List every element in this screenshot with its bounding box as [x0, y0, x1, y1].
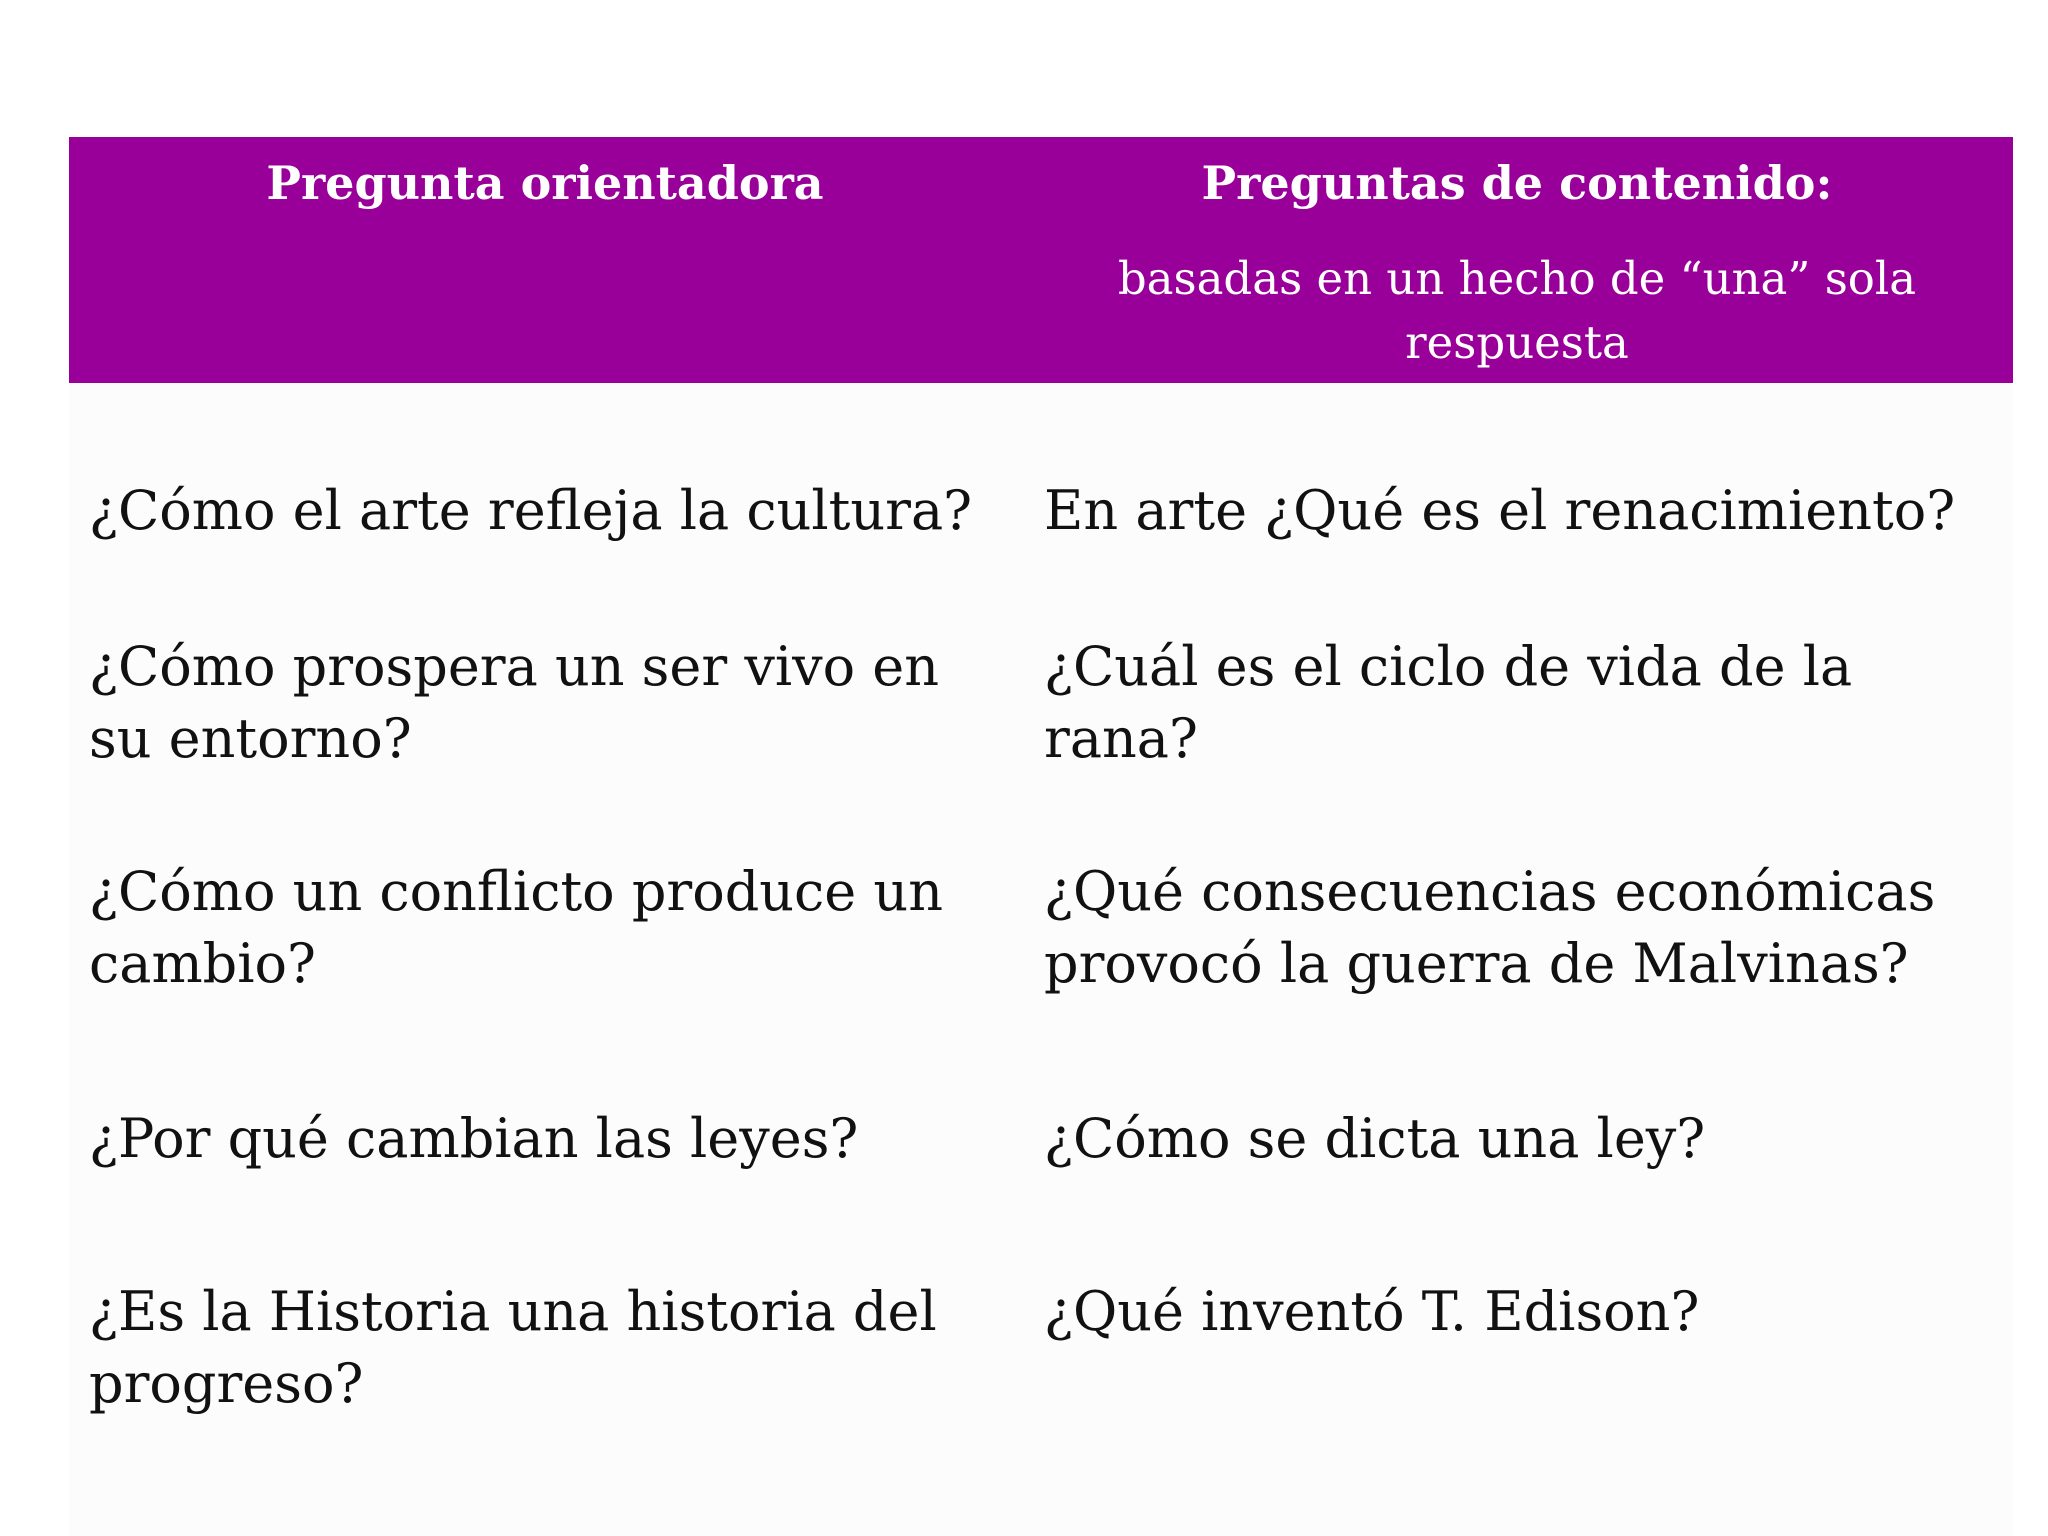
content-question: ¿Qué inventó T. Edison? [1044, 1280, 1700, 1343]
guiding-question: ¿Cómo prospera un ser vivo en su entorno? [89, 635, 940, 770]
table-body [69, 383, 2013, 1536]
guiding-question: ¿Cómo el arte refleja la cultura? [89, 479, 973, 542]
header-title-guiding: Pregunta orientadora [266, 156, 824, 210]
header-column-guiding [69, 137, 1021, 211]
guiding-question: ¿Es la Historia una historia del progreso? [89, 1280, 937, 1415]
guiding-question: ¿Por qué cambian las leyes? [89, 1107, 859, 1170]
content-question: En arte ¿Qué es el renacimiento? [1044, 479, 1956, 542]
header-subtitle-content: basadas en un hecho de “una” sola respuesta [1117, 252, 1917, 369]
header-column-content [1021, 137, 2013, 375]
table-header [69, 137, 2013, 383]
header-title-content: Preguntas de contenido: [1201, 156, 1833, 210]
content-question: ¿Cómo se dicta una ley? [1044, 1107, 1706, 1170]
content-question: ¿Cuál es el ciclo de vida de la rana? [1044, 635, 1853, 770]
guiding-question: ¿Cómo un conflicto produce un cambio? [89, 860, 943, 995]
content-question: ¿Qué consecuencias económicas provocó la guerra de Malvinas? [1044, 860, 1936, 995]
